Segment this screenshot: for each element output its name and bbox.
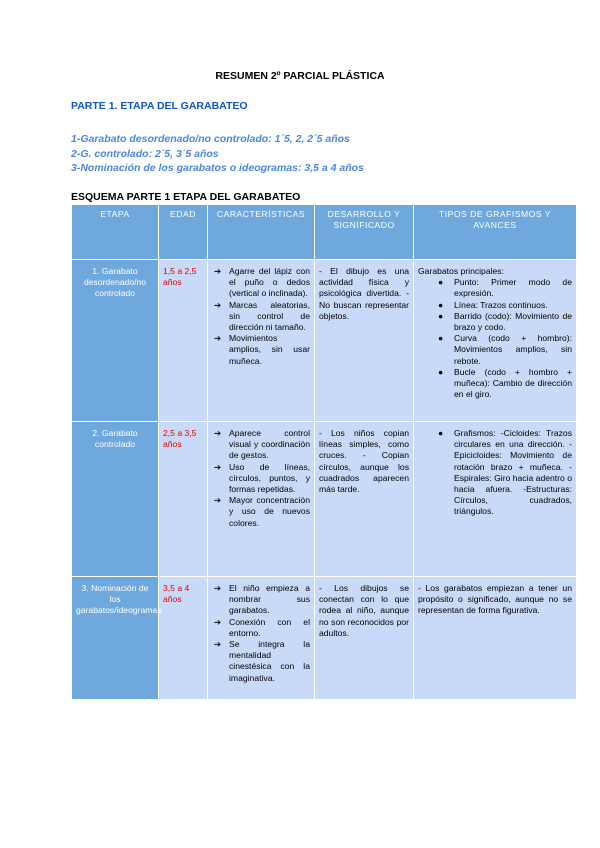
list-item: ➔ Marcas aleatorias, sin control de dirección ni tamaño. <box>214 299 310 333</box>
part1-heading: PARTE 1. ETAPA DEL GARABATEO <box>71 100 248 112</box>
schema-title: ESQUEMA PARTE 1 ETAPA DEL GARABATEO <box>71 191 301 203</box>
list-item: ● Grafismos: -Cicloides: Trazos circulares en una dirección. -Epicicloides: Movimiento de rotación brazo + muñeca. -Espirales: Giro hacia adentro o hacia afuera. -Estructuras: Círculos, cuadrados, triángulos. <box>438 428 572 517</box>
header-types: TIPOS DE GRAFISMOS Y AVANCES <box>414 205 577 260</box>
types-intro: Garabatos principales: <box>418 266 504 276</box>
stages-list <box>71 132 364 176</box>
list-item: ➔ Movimientos amplios, sin usar muñeca. <box>214 333 310 366</box>
table-header-row <box>72 205 577 260</box>
list-item: ➔ Uso de líneas, círculos, puntos, y formas repetidas. <box>214 461 310 495</box>
list-item: ➔ Agarre del lápiz con el puño o dedos (vertical o inclinada). <box>214 266 310 299</box>
bullet-icon: ● <box>438 310 444 321</box>
characteristics-cell <box>208 422 315 577</box>
development-cell: - El dibujo es una actividad física y psicológica divertida. - No buscan representar objetos. <box>315 260 414 422</box>
stage-line: 2-G. controlado: 2´5, 3´5 años <box>71 147 219 160</box>
stage-line: 3-Nominación de los garabatos o ideogramas: 3,5 a 4 años <box>71 162 364 174</box>
stage-line: 1-Garabato desordenado/no controlado: 1´5, 2, 2´5 años <box>71 133 350 145</box>
scribble-stage-table <box>71 204 577 700</box>
arrow-icon: ➔ <box>214 583 222 593</box>
arrow-icon: ➔ <box>214 616 222 627</box>
bullet-icon: ● <box>438 366 444 377</box>
arrow-icon: ➔ <box>214 333 222 344</box>
header-development: DESARROLLO Y SIGNIFICADO <box>315 205 414 260</box>
stage-cell: 2. Garabato controlado <box>72 422 159 577</box>
list-item: ➔ El niño empieza a nombrar sus garabatos. <box>214 583 310 616</box>
table-row <box>72 422 577 577</box>
arrow-icon: ➔ <box>214 266 222 276</box>
arrow-icon: ➔ <box>214 428 222 438</box>
characteristics-cell <box>208 577 315 700</box>
header-characteristics: CARACTERÍSTICAS <box>208 205 315 260</box>
arrow-icon: ➔ <box>214 461 222 472</box>
stage-cell: 1. Garabato desordenado/no controlado <box>72 260 159 422</box>
bullet-icon: ● <box>438 428 444 438</box>
age-cell: 1,5 a 2,5 años <box>159 260 208 422</box>
arrow-icon: ➔ <box>214 639 222 650</box>
header-stage: ETAPA <box>72 205 159 260</box>
list-item: ● Curva (codo + hombro): Movimientos amplios, sin rebote. <box>438 333 572 366</box>
types-cell: - Los garabatos empiezan a tener un propósito o significado, aunque no se representan de forma figurativa. <box>414 577 577 700</box>
list-item: ➔ Se integra la mentalidad cinestésica con la imaginativa. <box>214 639 310 683</box>
development-cell: - Los dibujos se conectan con lo que rodea al niño, aunque no son reconocidos por adultos. <box>315 577 414 700</box>
stage-cell: 3. Nominación de los garabatos/ideogramas <box>72 577 159 700</box>
list-item: ● Barrido (codo): Movimiento de brazo y codo. <box>438 310 572 333</box>
arrow-icon: ➔ <box>214 495 222 506</box>
list-item: ➔ Conexión con el entorno. <box>214 616 310 638</box>
document-title: RESUMEN 2º PARCIAL PLÁSTICA <box>215 70 385 82</box>
characteristics-cell <box>208 260 315 422</box>
types-cell <box>414 422 577 577</box>
table-row <box>72 260 577 422</box>
list-item: ➔ Aparece control visual y coordinación de gestos. <box>214 428 310 461</box>
arrow-icon: ➔ <box>214 299 222 310</box>
age-cell: 2,5 a 3,5 años <box>159 422 208 577</box>
header-age: EDAD <box>159 205 208 260</box>
bullet-icon: ● <box>438 277 444 288</box>
list-item: ➔ Mayor concentración y uso de nuevos colores. <box>214 495 310 528</box>
bullet-icon: ● <box>438 333 444 344</box>
table-row <box>72 577 577 700</box>
types-cell <box>414 260 577 422</box>
bullet-icon: ● <box>438 299 444 310</box>
age-cell: 3,5 a 4 años <box>159 577 208 700</box>
development-cell: - Los niños copian líneas simples, como cruces. - Copian círculos, aunque los cuadrados aparecen más tarde. <box>315 422 414 577</box>
list-item: ● Línea: Trazos continuos. <box>438 299 548 310</box>
list-item: ● Punto: Primer modo de expresión. <box>438 277 572 299</box>
list-item: ● Bucle (codo + hombro + muñeca): Cambio de dirección en el giro. <box>438 366 572 400</box>
